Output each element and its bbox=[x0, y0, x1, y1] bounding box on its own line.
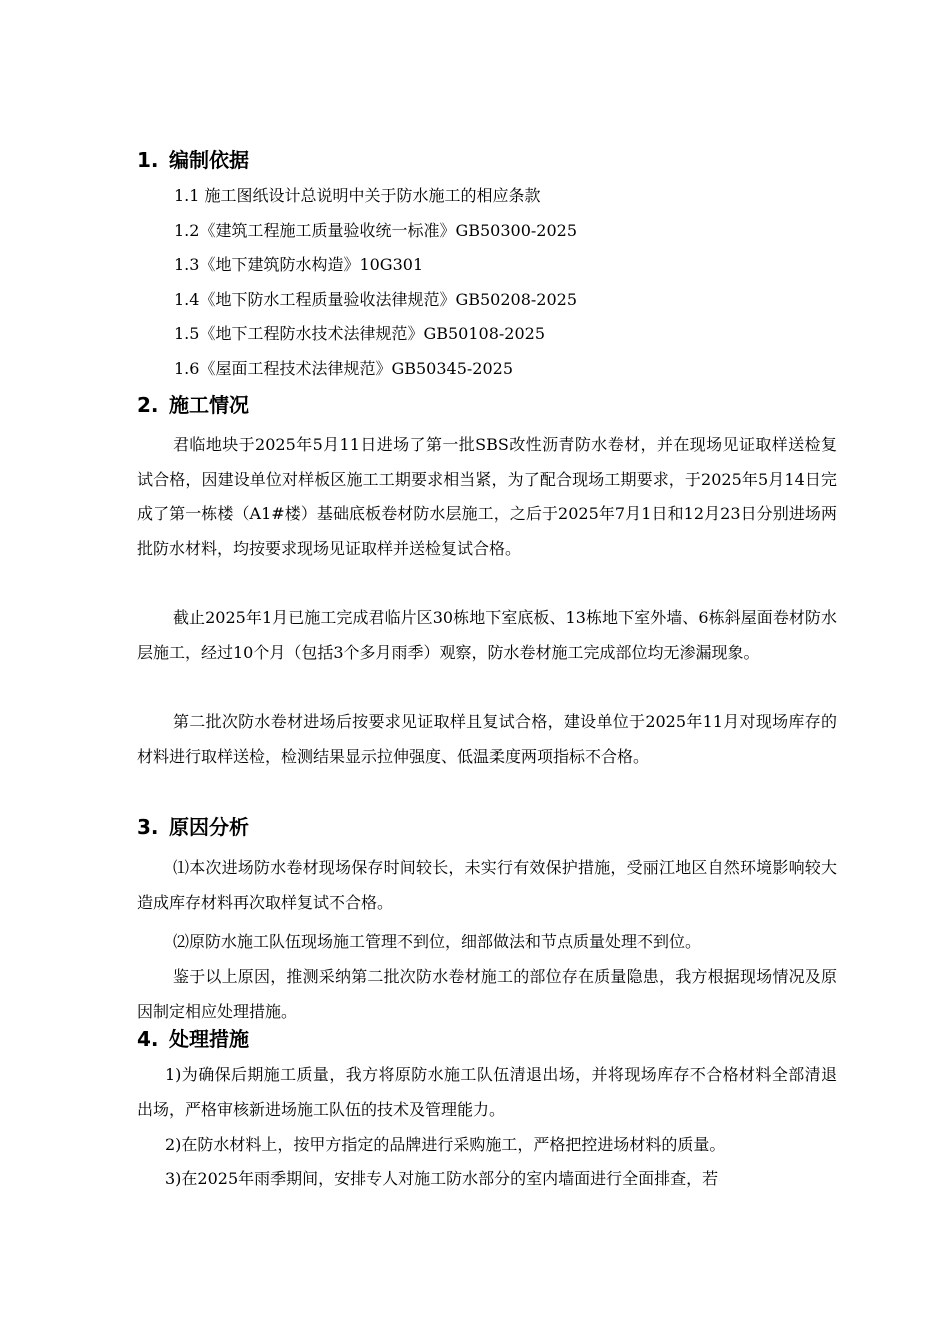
reference-item: 1.1 施工图纸设计总说明中关于防水施工的相应条款 bbox=[174, 186, 541, 205]
body-paragraph: 君临地块于2025年5月11日进场了第一批SBS改性沥青防水卷材，并在现场见证取样送检复试合格，因建设单位对样板区施工工期要求相当紧，为了配合现场工期要求，于2025年5月14日完成了第一栋楼（A1#楼）基础底板卷材防水层施工，之后于2025年7月1日和12月23日分别进场两批防水材料，均按要求现场见证取样并送检复试合格。 bbox=[137, 435, 837, 558]
section-number: 1. bbox=[137, 148, 159, 172]
measure-item: 3)在2025年雨季期间，安排专人对施工防水部分的室内墙面进行全面排查，若 bbox=[165, 1169, 719, 1188]
section-number: 4. bbox=[137, 1027, 159, 1051]
section-heading-4 bbox=[137, 1026, 249, 1052]
measure-item: 1)为确保后期施工质量，我方将原防水施工队伍清退出场，并将现场库存不合格材料全部清退出场，严格审核新进场施工队伍的技术及管理能力。 bbox=[137, 1065, 837, 1119]
reference-item: 1.6《屋面工程技术法律规范》GB50345-2025 bbox=[174, 359, 514, 378]
section-heading-3 bbox=[137, 814, 249, 840]
reference-item: 1.2《建筑工程施工质量验收统一标准》GB50300-2025 bbox=[174, 221, 578, 240]
section-heading-2 bbox=[137, 392, 249, 418]
cause-item: ⑴本次进场防水卷材现场保存时间较长，未实行有效保护措施，受丽江地区自然环境影响较大造成库存材料再次取样复试不合格。 bbox=[137, 858, 837, 912]
reference-item: 1.5《地下工程防水技术法律规范》GB50108-2025 bbox=[174, 324, 546, 343]
reference-item: 1.4《地下防水工程质量验收法律规范》GB50208-2025 bbox=[174, 290, 578, 309]
measure-item: 2)在防水材料上，按甲方指定的品牌进行采购施工，严格把控进场材料的质量。 bbox=[165, 1135, 726, 1154]
section-title: 原因分析 bbox=[169, 815, 249, 839]
section-title: 编制依据 bbox=[169, 148, 249, 172]
cause-item: ⑵原防水施工队伍现场施工管理不到位，细部做法和节点质量处理不到位。 bbox=[173, 932, 702, 951]
section-title: 施工情况 bbox=[169, 393, 249, 417]
body-paragraph: 鉴于以上原因，推测采纳第二批次防水卷材施工的部位存在质量隐患，我方根据现场情况及原因制定相应处理措施。 bbox=[137, 967, 837, 1021]
section-title: 处理措施 bbox=[169, 1027, 249, 1051]
reference-item: 1.3《地下建筑防水构造》10G301 bbox=[174, 255, 424, 274]
section-number: 3. bbox=[137, 815, 159, 839]
body-paragraph: 截止2025年1月已施工完成君临片区30栋地下室底板、13栋地下室外墙、6栋斜屋面卷材防水层施工，经过10个月（包括3个多月雨季）观察，防水卷材施工完成部位均无渗漏现象。 bbox=[137, 608, 837, 662]
section-heading-1 bbox=[137, 147, 249, 173]
body-paragraph: 第二批次防水卷材进场后按要求见证取样且复试合格，建设单位于2025年11月对现场库存的材料进行取样送检，检测结果显示拉伸强度、低温柔度两项指标不合格。 bbox=[137, 712, 837, 766]
section-number: 2. bbox=[137, 393, 159, 417]
